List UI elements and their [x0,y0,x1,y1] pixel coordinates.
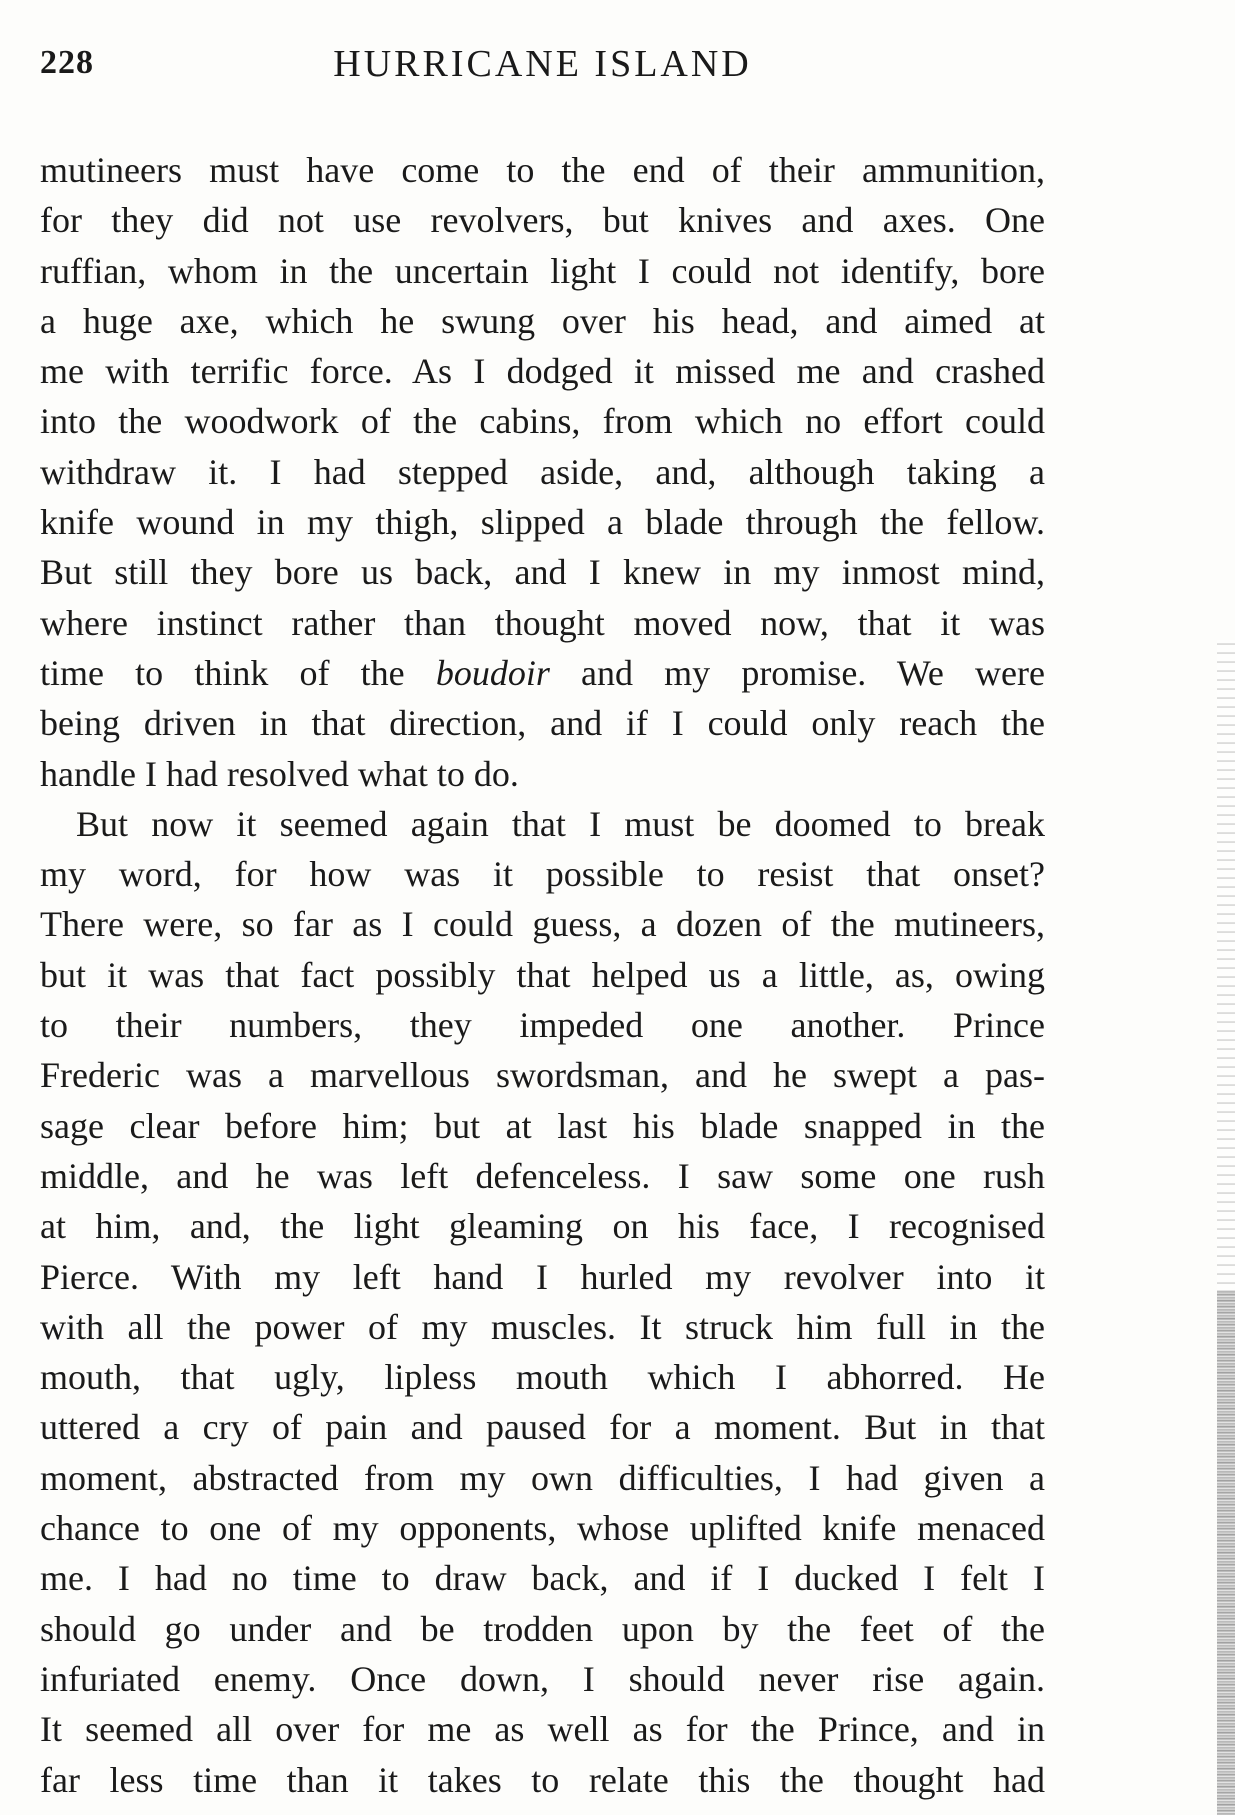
line-segment: and my promise. We were [581,652,1045,693]
text-line: middle, and he was left defenceless. I saw some one rush [40,1155,1045,1196]
text-line: to their numbers, they impeded one another. Prince [40,1005,1045,1046]
text-line-with-italic [40,648,1045,698]
running-head [40,36,1045,92]
text-line: for they did not use revolvers, but knives and axes. One [40,200,1045,241]
text-line: There were, so far as I could guess, a dozen of the mutineers, [40,904,1045,945]
body-text [40,145,1045,1805]
text-line: with all the power of my muscles. It struck him full in the [40,1306,1045,1347]
text-line: It seemed all over for me as well as for the Prince, and in [40,1709,1045,1750]
text-line: ruffian, whom in the uncertain light I could not identify, bore [40,250,1045,291]
page-number: 228 [40,44,94,81]
text-line: me with terrific force. As I dodged it missed me and crashed [40,351,1045,392]
text-line: Pierce. With my left hand I hurled my revolver into it [40,1256,1045,1297]
page-edge-shadow-dark [1217,1290,1235,1815]
text-line: me. I had no time to draw back, and if I ducked I felt I [40,1558,1045,1599]
text-line: moment, abstracted from my own difficulties, I had given a [40,1457,1045,1498]
text-line: but it was that fact possibly that helped us a little, as, owing [40,954,1045,995]
book-title: HURRICANE ISLAND [333,43,752,85]
text-line: Frederic was a marvellous swordsman, and he swept a pas- [40,1055,1045,1096]
text-line: into the woodwork of the cabins, from which no effort could [40,401,1045,442]
italic-word: boudoir [435,652,550,693]
text-line: my word, for how was it possible to resist that onset? [40,854,1045,895]
text-line: should go under and be trodden upon by the feet of the [40,1608,1045,1649]
text-line: infuriated enemy. Once down, I should never rise again. [40,1658,1045,1699]
text-line: mouth, that ugly, lipless mouth which I abhorred. He [40,1357,1045,1398]
text-line: a huge axe, which he swung over his head, and aimed at [40,300,1045,341]
text-line: uttered a cry of pain and paused for a moment. But in that [40,1407,1045,1448]
text-line: at him, and, the light gleaming on his face, I recognised [40,1206,1045,1247]
text-line: sage clear before him; but at last his blade snapped in the [40,1105,1045,1146]
text-line: But still they bore us back, and I knew in my inmost mind, [40,552,1045,593]
text-line: chance to one of my opponents, whose uplifted knife menaced [40,1508,1045,1549]
text-line: far less time than it takes to relate this the thought had [40,1759,1045,1800]
line-segment: time to think of the [40,652,436,693]
line-segment [550,653,581,693]
text-line: where instinct rather than thought moved now, that it was [40,602,1045,643]
text-line: mutineers must have come to the end of their ammunition, [40,150,1045,190]
paragraph-start-line: But now it seemed again that I must be doomed to break [76,803,1045,844]
text-line: knife wound in my thigh, slipped a blade through the fellow. [40,502,1045,543]
text-line: being driven in that direction, and if I could only reach the [40,703,1045,744]
paragraph-end-line: handle I had resolved what to do. [40,753,519,794]
text-line: withdraw it. I had stepped aside, and, although taking a [40,451,1045,492]
